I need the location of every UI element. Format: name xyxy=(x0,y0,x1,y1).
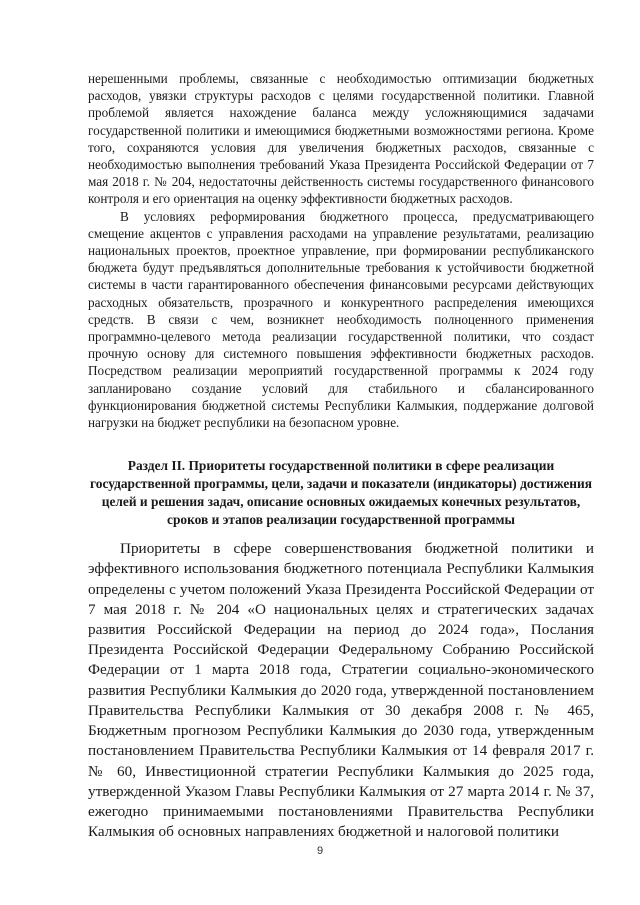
paragraph-priorities: Приоритеты в сфере совершенствования бюджетной политики и эффективного использования бюджетного потенциала Республики Калмыкия определены с учетом положений Указа Президента Российской Федерации от 7 мая 2018 г. № 204 «О национальных целях и стратегических задачах развития Российской Федерации на период до 2024 года», Послания Президента Российской Федерации Федеральному Собранию Российской Федерации от 1 марта 2018 года, Стратегии социально-экономического развития Республики Калмыкия до 2020 года, утвержденной постановлением Правительства Республики Калмыкия от 30 декабря 2008 г. № 465, Бюджетным прогнозом Республики Калмыкия до 2030 года, утвержденным постановлением Правительства Республики Калмыкия от 14 февраля 2017 г. № 60, Инвестиционной стратегии Республики Калмыкия до 2025 года, утвержденной Указом Главы Республики Калмыкия от 27 марта 2014 г. № 37, ежегодно принимаемыми постановлениями Правительства Республики Калмыкия об основных направлениях бюджетной и налоговой политики xyxy=(88,540,594,841)
page-number: 9 xyxy=(316,845,324,857)
document-page xyxy=(88,70,594,842)
section-title: Раздел II. Приоритеты государственной политики в сфере реализации государственной программы, цели, задачи и показатели (индикаторы) достижения целей и решения задач, описание основных ожидаемых конечных результатов, сроков и этапов реализации государственной программы xyxy=(90,458,592,528)
paragraph-budget-reform: В условиях реформирования бюджетного процесса, предусматривающего смещение акцентов с управления расходами на управление результатами, реализацию национальных проектов, проектное управление, при формировании республиканского бюджета будут предъявляться дополнительные требования к устойчивости бюджетной системы в части гарантированного обеспечения финансовыми ресурсами действующих расходных обязательств, прозрачного и конкурентного распределения имеющихся средств. В связи с чем, возникнет необходимость полноценного применения программно-целевого метода реализации государственной политики, что создаст прочную основу для системного повышения эффективности бюджетных расходов. Посредством реализации мероприятий государственной программы к 2024 году запланировано создание условий для стабильного и сбалансированного функционирования бюджетной системы Республики Калмыкия, поддержание долговой нагрузки на бюджет республики на безопасном уровне. xyxy=(88,208,594,431)
paragraph-budget-problems: нерешенными проблемы, связанные с необходимостью оптимизации бюджетных расходов, увязки структуры расходов с целями государственной политики. Главной проблемой является нахождение баланса между усложняющимися задачами государственной политики и имеющимися бюджетными возможностями региона. Кроме того, сохраняются условия для увеличения бюджетных расходов, связанные с необходимостью выполнения требований Указа Президента Российской Федерации от 7 мая 2018 г. № 204, недостаточны действенность системы государственного финансового контроля и его ориентация на оценку эффективности бюджетных расходов. xyxy=(88,71,594,207)
